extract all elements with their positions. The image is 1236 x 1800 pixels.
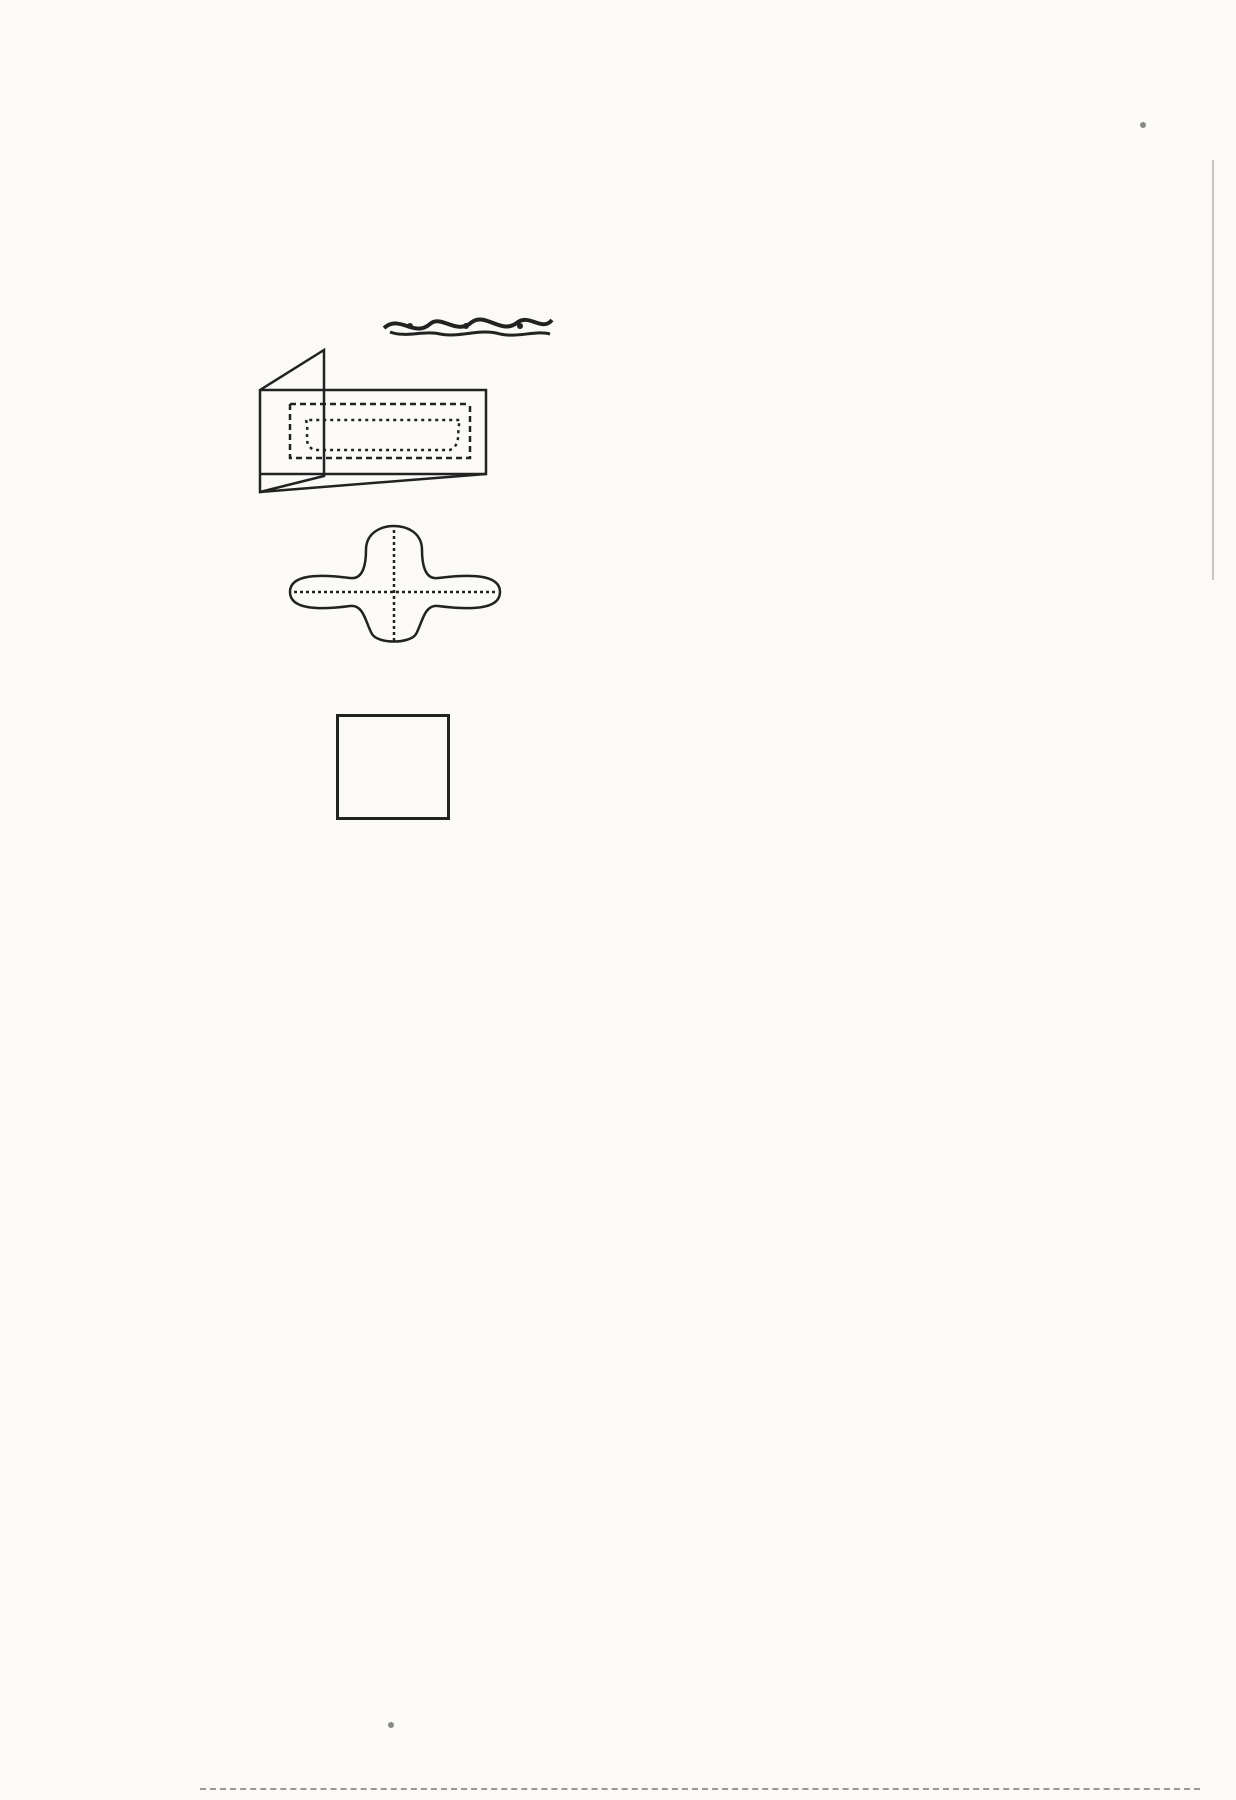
square-figure [336,714,450,820]
page-edge [200,1788,1200,1793]
ornament-icon [380,308,556,342]
vessel-figure [250,342,550,512]
margin-dot [388,1722,394,1728]
margin-mark [1212,160,1214,580]
cross-section-figure [250,512,550,674]
margin-dot [1140,122,1146,128]
